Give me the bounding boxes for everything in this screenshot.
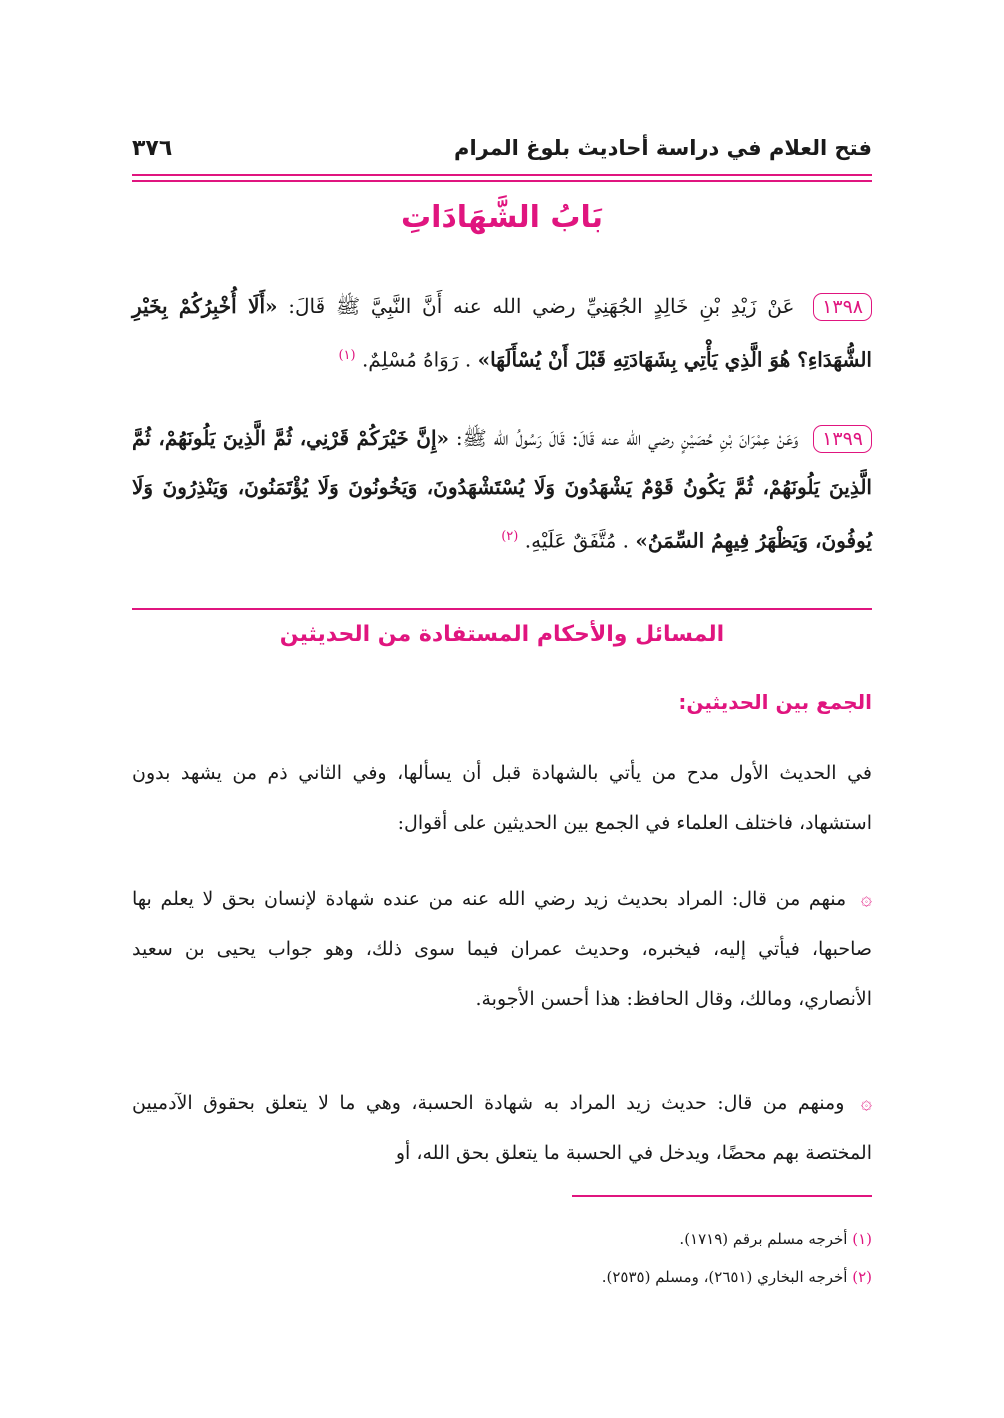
hadith-number: ١٣٩٩: [813, 425, 872, 453]
paragraph-text: في الحديث الأول مدح من يأتي بالشهادة قبل أن يسألها، وفي الثاني ذم من يشهد بدون استشهاد، فاختلف العلماء في الجمع بين الحديثين على أقوال:: [132, 762, 872, 834]
header-rule-bottom: [132, 180, 872, 182]
header-rule-top: [132, 174, 872, 176]
hadith-source: . مُتَّفَقٌ عَلَيْهِ.: [524, 528, 630, 553]
footnote-ref: (٢): [501, 529, 519, 544]
hadith-matn: «أَلَا أُخْبِرُكُمْ بِخَيْرِ الشُّهَدَاءِ؟ هُوَ الَّذِي يَأْتِي بِشَهَادَتِهِ قَبْلَ أَنْ يُسْأَلَهَا»: [132, 294, 872, 372]
footnote-number: (١): [852, 1230, 872, 1248]
footnote-text: أخرجه البخاري (٢٦٥١)، ومسلم (٢٥٣٥).: [601, 1268, 848, 1286]
hadith-1398: [132, 282, 872, 385]
paragraph-1: [132, 748, 872, 848]
section-title: المسائل والأحكام المستفادة من الحديثين: [279, 622, 725, 647]
chapter-title: بَابُ الشَّهَادَاتِ: [400, 200, 604, 235]
footnote-number: (٢): [852, 1268, 872, 1286]
footnote-2: [602, 1266, 872, 1288]
paragraph-3: [132, 1078, 872, 1178]
paragraph-text: ومنهم من قال: حديث زيد المراد به شهادة الحسبة، وهي ما لا يتعلق بحقوق الآدميين المختصة بهم محضًا، ويدخل في الحسبة ما يتعلق بحق الله، أو: [132, 1092, 872, 1164]
subheading: الجمع بين الحديثين:: [678, 690, 872, 714]
hadith-matn: «إِنَّ خَيْرَكُمْ قَرْنِي، ثُمَّ الَّذِينَ يَلُونَهُمْ، ثُمَّ الَّذِينَ يَلُونَهُمْ، ثُمَّ يَكُونُ قَوْمٌ يَشْهَدُونَ وَلَا يُسْتَشْهَدُونَ، وَيَخُونُونَ وَلَا يُؤْتَمَنُونَ، وَيَنْذِرُونَ وَلَا يُوفُونَ، وَيَظْهَرُ فِيهِمُ السِّمَنُ»: [132, 426, 872, 553]
hadith-source: . رَوَاهُ مُسْلِمٌ.: [361, 347, 472, 372]
book-title: فتح العلام في دراسة أحاديث بلوغ المرام: [454, 136, 872, 160]
footnote-1: [679, 1228, 872, 1250]
hadith-1399: [132, 414, 872, 566]
flower-bullet-icon: ۞: [860, 1092, 872, 1114]
page-number: ٣٧٦: [132, 135, 173, 161]
footnote-rule: [572, 1195, 872, 1197]
hadith-intro: عَنْ زَيْدِ بْنِ خَالِدٍ الجُهَنِيِّ رضي الله عنه أَنَّ النَّبِيَّ ﷺ قَالَ:: [277, 294, 795, 318]
section-rule: [132, 608, 872, 610]
footnote-text: أخرجه مسلم برقم (١٧١٩).: [679, 1230, 848, 1248]
hadith-number: ١٣٩٨: [813, 293, 872, 321]
running-header: [132, 128, 872, 168]
footnote-ref: (١): [338, 348, 356, 363]
flower-bullet-icon: ۞: [860, 888, 873, 910]
paragraph-text: منهم من قال: المراد بحديث زيد رضي الله عنه من عنده شهادة لإنسان بحق لا يعلم بها صاحبها، فيأتي إليه، فيخبره، وحديث عمران فيما سوى ذلك، وهو جواب يحيى بن سعيد الأنصاري، ومالك، وقال الحافظ: هذا أحسن الأجوبة.: [132, 888, 872, 1010]
paragraph-2: [132, 874, 872, 1024]
hadith-intro: وَعَنْ عِمْرَانَ بْنِ حُصَيْنٍ رضي الله عنه قَالَ: قَالَ رَسُولُ الله ﷺ:: [449, 426, 799, 450]
page: [132, 0, 872, 1418]
